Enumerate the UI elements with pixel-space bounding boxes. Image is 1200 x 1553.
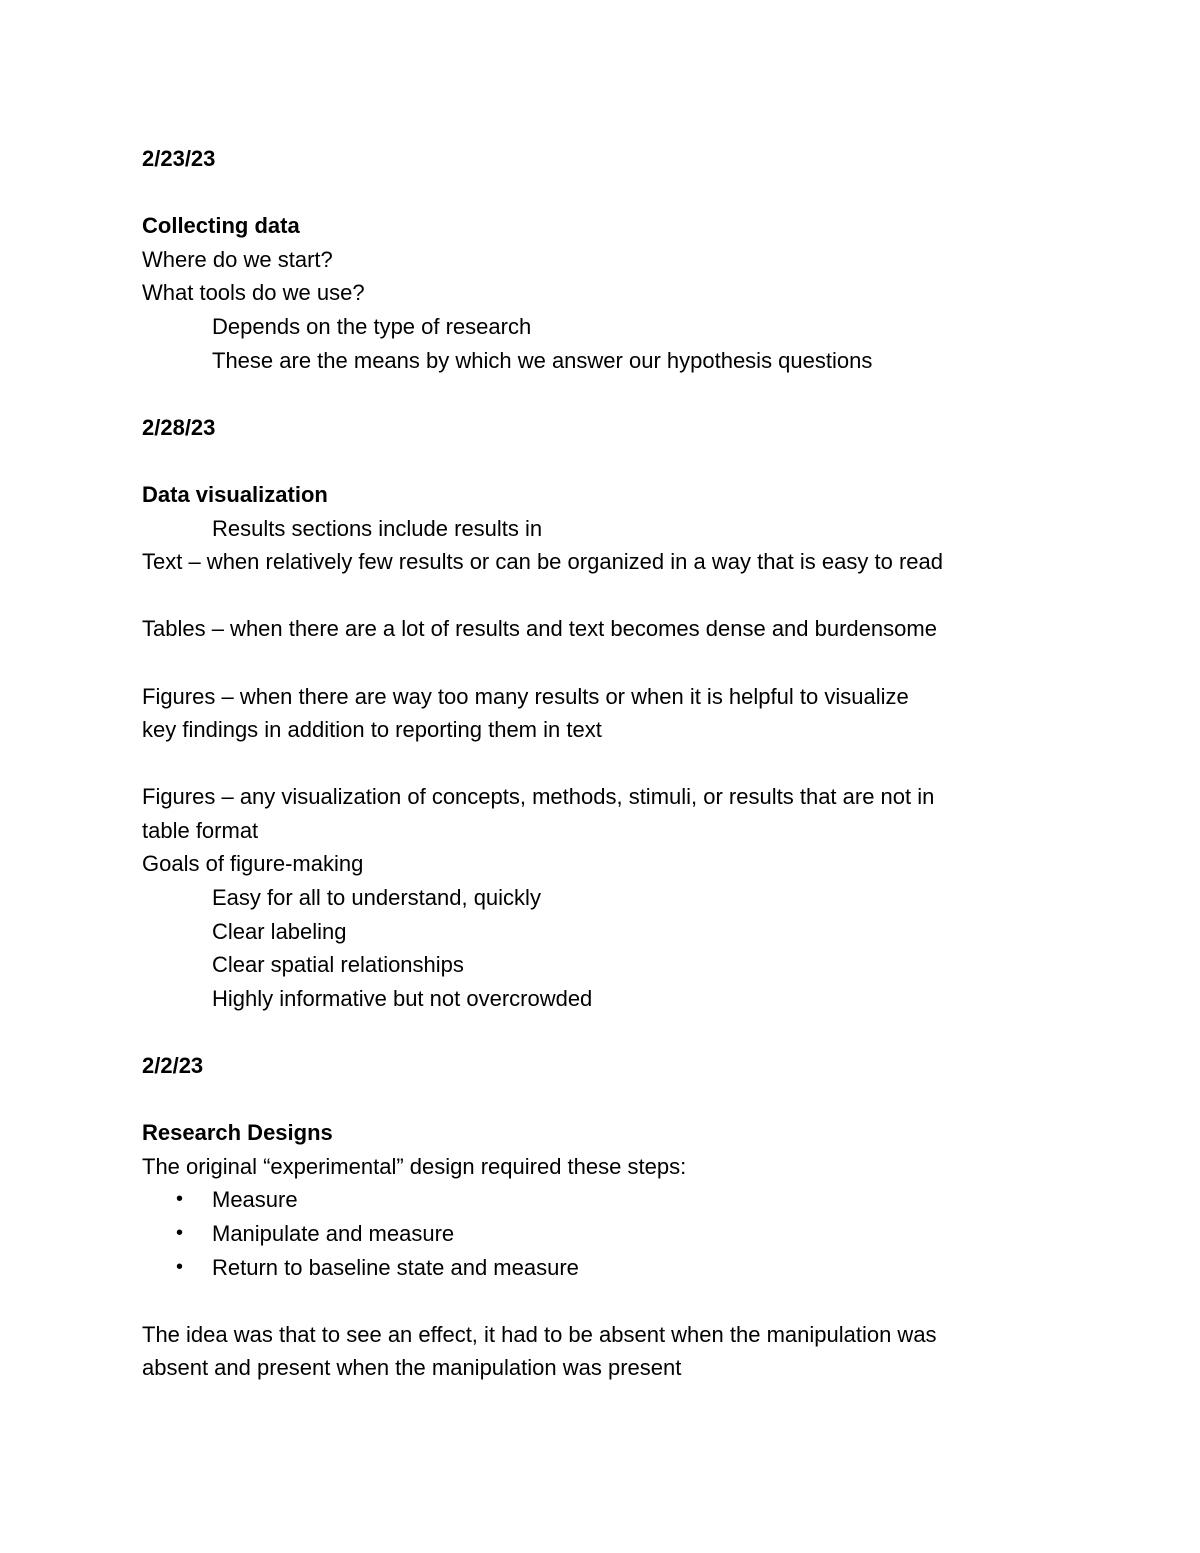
bullet-item: [142, 1251, 1080, 1285]
indented-line: These are the means by which we answer our hypothesis questions: [212, 347, 873, 373]
text-line: Goals of figure-making: [142, 851, 364, 877]
section-heading: Research Designs: [142, 1120, 333, 1146]
date-heading: 2/2/23: [142, 1053, 204, 1079]
text-line: Figures – any visualization of concepts, methods, stimuli, or results that are not in: [142, 784, 935, 810]
spacer: [142, 1284, 1080, 1318]
goal-item: Clear labeling: [212, 918, 347, 944]
bullet-text: Measure: [212, 1187, 298, 1213]
goal-item: Highly informative but not overcrowded: [212, 985, 593, 1011]
text-line: absent and present when the manipulation was present: [142, 1355, 682, 1381]
spacer: [142, 377, 1080, 411]
bullet-icon: •: [176, 1222, 184, 1244]
spacer: [142, 747, 1080, 781]
spacer: [142, 176, 1080, 210]
text-line: The idea was that to see an effect, it had to be absent when the manipulation was: [142, 1321, 937, 1347]
indented-line: Results sections include results in: [212, 515, 543, 541]
bullet-icon: •: [176, 1255, 184, 1278]
spacer: [142, 646, 1080, 680]
spacer: [142, 444, 1080, 478]
spacer: [142, 579, 1080, 613]
text-line: Figures – when there are way too many results or when it is helpful to visualize: [142, 683, 909, 709]
bullet-icon: •: [176, 1188, 184, 1211]
bullet-text: Manipulate and measure: [212, 1221, 455, 1246]
bullet-item: [142, 1217, 1080, 1251]
section-heading: Data visualization: [142, 481, 328, 507]
goal-item: Clear spatial relationships: [212, 952, 464, 978]
indented-line: Depends on the type of research: [212, 313, 532, 339]
section-heading: Collecting data: [142, 213, 300, 239]
text-line: The original “experimental” design required these steps:: [142, 1153, 687, 1179]
text-line: Where do we start?: [142, 246, 333, 272]
goal-item: Easy for all to understand, quickly: [212, 885, 541, 911]
bullet-text: Return to baseline state and measure: [212, 1254, 579, 1280]
text-line: Tables – when there are a lot of results and text becomes dense and burdensome: [142, 616, 937, 642]
bullet-item: [142, 1183, 1080, 1217]
text-line: key findings in addition to reporting them in text: [142, 717, 602, 743]
spacer: [142, 1015, 1080, 1049]
text-line: Text – when relatively few results or can be organized in a way that is easy to read: [142, 549, 943, 575]
date-heading: 2/28/23: [142, 414, 216, 440]
spacer: [142, 1083, 1080, 1117]
text-line: table format: [142, 817, 259, 843]
date-heading: 2/23/23: [142, 146, 216, 171]
text-line: What tools do we use?: [142, 280, 365, 306]
